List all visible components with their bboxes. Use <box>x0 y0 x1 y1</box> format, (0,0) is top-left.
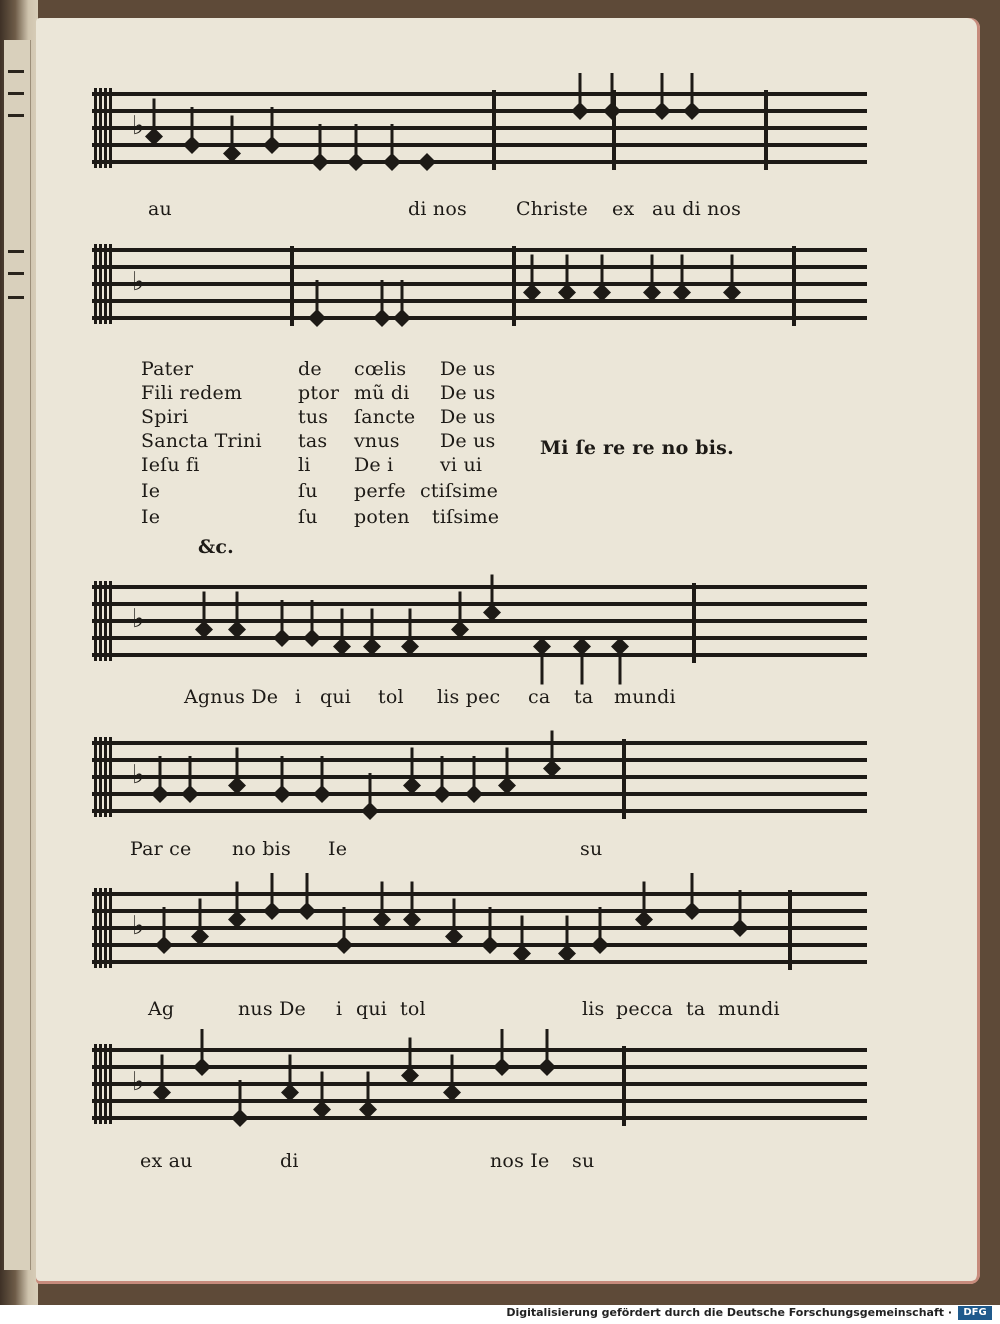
staff-line <box>92 316 867 320</box>
flat-clef-icon: ♭ <box>132 604 145 634</box>
note-stem <box>236 882 239 920</box>
spine-mark <box>8 70 24 73</box>
note-stem <box>343 907 346 945</box>
note-stem <box>731 255 734 293</box>
staff-bracket <box>109 737 112 817</box>
note-stem <box>381 280 384 318</box>
litany-syllable: mũ di <box>354 382 410 404</box>
note-stem <box>451 1055 454 1093</box>
staff-line <box>92 143 867 147</box>
litany-syllable: tiſsime <box>432 506 500 528</box>
lyric-syllable: tol <box>378 686 404 708</box>
note-stem <box>153 99 156 137</box>
note-stem <box>619 647 622 685</box>
note-stem <box>201 1029 204 1067</box>
lyric-syllable: di <box>280 1150 299 1172</box>
staff-bracket <box>94 737 97 817</box>
note-stem <box>341 609 344 647</box>
staff-line <box>92 775 867 779</box>
note-stem <box>491 575 494 613</box>
note-stem <box>551 731 554 769</box>
note-stem <box>546 1029 549 1067</box>
note-stem <box>681 255 684 293</box>
note-stem <box>355 124 358 162</box>
litany-syllable: De us <box>440 382 496 404</box>
note-stem <box>311 600 314 638</box>
lyric-syllable: nos Ie <box>490 1150 550 1172</box>
staff-line <box>92 758 867 762</box>
note-stem <box>289 1055 292 1093</box>
note-stem <box>159 756 162 794</box>
staff-line <box>92 160 867 164</box>
staff-bracket <box>99 581 102 661</box>
spine-mark <box>8 250 24 253</box>
note-stem <box>271 107 274 145</box>
note-stem <box>391 124 394 162</box>
litany-invocation: Fili redem <box>141 382 243 404</box>
litany-invocation: Ie <box>141 480 161 502</box>
lyric-syllable: Christe <box>516 198 588 220</box>
staff-bracket <box>104 88 107 168</box>
lyric-syllable: su <box>572 1150 595 1172</box>
note-stem <box>163 907 166 945</box>
note-stem <box>453 899 456 937</box>
spine-mark <box>8 92 24 95</box>
note-stem <box>691 873 694 911</box>
bar-line <box>692 583 696 663</box>
note-stem <box>409 609 412 647</box>
note-stem <box>566 916 569 954</box>
note-stem <box>239 1080 242 1118</box>
music-staff <box>92 84 867 174</box>
litany-invocation: Pater <box>141 358 194 380</box>
staff-line <box>92 109 867 113</box>
staff-line <box>92 92 867 96</box>
staff-bracket <box>94 88 97 168</box>
note-stem <box>489 907 492 945</box>
note-stem <box>409 1038 412 1076</box>
note-stem <box>441 756 444 794</box>
lyric-syllable: ca <box>528 686 551 708</box>
litany-syllable: ſu <box>298 480 318 502</box>
note-stem <box>401 280 404 318</box>
note-head <box>418 153 436 171</box>
litany-invocation: Sancta Trini <box>141 430 262 452</box>
lyric-syllable: no bis <box>232 838 291 860</box>
lyric-syllable: i <box>336 998 343 1020</box>
bar-line <box>764 90 768 170</box>
note-stem <box>236 592 239 630</box>
litany-syllable: de <box>298 358 322 380</box>
flat-clef-icon: ♭ <box>132 111 145 141</box>
staff-line <box>92 585 867 589</box>
lyric-syllable: di nos <box>408 198 467 220</box>
music-staff <box>92 733 867 823</box>
note-stem <box>203 592 206 630</box>
staff-bracket <box>94 581 97 661</box>
litany-syllable: perfe <box>354 480 406 502</box>
lyric-syllable: qui <box>320 686 352 708</box>
spine-mark <box>8 114 24 117</box>
flat-clef-icon: ♭ <box>132 267 145 297</box>
litany-syllable: De us <box>440 358 496 380</box>
note-stem <box>367 1072 370 1110</box>
note-stem <box>501 1029 504 1067</box>
staff-line <box>92 1099 867 1103</box>
staff-line <box>92 1082 867 1086</box>
litany-syllable: vnus <box>354 430 400 452</box>
bar-line <box>290 246 294 326</box>
staff-line <box>92 809 867 813</box>
flat-clef-icon: ♭ <box>132 1067 145 1097</box>
staff-line <box>92 126 867 130</box>
note-stem <box>321 1072 324 1110</box>
note-stem <box>459 592 462 630</box>
litany-syllable: De us <box>440 430 496 452</box>
litany-syllable: ctiſsime <box>420 480 499 502</box>
note-stem <box>191 107 194 145</box>
lyric-syllable: Par ce <box>130 838 192 860</box>
staff-bracket <box>109 244 112 324</box>
staff-line <box>92 1048 867 1052</box>
note-stem <box>599 907 602 945</box>
bar-line <box>792 246 796 326</box>
litany-syllable: ptor <box>298 382 340 404</box>
litany-invocation: Ieſu fi <box>141 454 200 476</box>
litany-syllable: ſancte <box>354 406 416 428</box>
staff-bracket <box>104 581 107 661</box>
lyric-syllable: ta <box>686 998 706 1020</box>
staff-bracket <box>94 888 97 968</box>
note-stem <box>506 748 509 786</box>
staff-line <box>92 602 867 606</box>
note-stem <box>369 773 372 811</box>
note-stem <box>199 899 202 937</box>
lyric-syllable: mundi <box>614 686 676 708</box>
bar-line <box>622 739 626 819</box>
note-stem <box>371 609 374 647</box>
litany-syllable: vi ui <box>440 454 483 476</box>
lyric-syllable: qui <box>356 998 388 1020</box>
note-stem <box>281 756 284 794</box>
staff-bracket <box>104 1044 107 1124</box>
lyric-syllable: tol <box>400 998 426 1020</box>
note-stem <box>643 882 646 920</box>
note-stem <box>281 600 284 638</box>
bar-line <box>622 1046 626 1126</box>
staff-bracket <box>109 88 112 168</box>
note-stem <box>411 748 414 786</box>
staff-line <box>92 636 867 640</box>
staff-bracket <box>109 1044 112 1124</box>
note-stem <box>231 116 234 154</box>
note-stem <box>189 756 192 794</box>
note-stem <box>579 73 582 111</box>
staff-bracket <box>99 888 102 968</box>
spine-mark <box>8 272 24 275</box>
note-stem <box>651 255 654 293</box>
lyric-syllable: Ie <box>328 838 348 860</box>
bar-line <box>512 246 516 326</box>
lyric-syllable: mundi <box>718 998 780 1020</box>
litany-invocation: Ie <box>141 506 161 528</box>
lyric-syllable: lis pec <box>437 686 501 708</box>
note-stem <box>566 255 569 293</box>
litany-invocation: Spiri <box>141 406 189 428</box>
note-stem <box>581 647 584 685</box>
music-staff <box>92 884 867 974</box>
etc-mark: &c. <box>198 536 234 558</box>
staff-line <box>92 741 867 745</box>
note-stem <box>601 255 604 293</box>
staff-bracket <box>94 1044 97 1124</box>
flat-clef-icon: ♭ <box>132 911 145 941</box>
staff-bracket <box>104 737 107 817</box>
lyric-syllable: ex au <box>140 1150 193 1172</box>
staff-line <box>92 960 867 964</box>
staff-bracket <box>104 244 107 324</box>
lyric-syllable: Ag <box>148 998 175 1020</box>
litany-syllable: li <box>298 454 311 476</box>
music-staff <box>92 240 867 330</box>
lyric-syllable: nus De <box>238 998 306 1020</box>
bar-line <box>788 890 792 970</box>
staff-line <box>92 926 867 930</box>
staff-line <box>92 653 867 657</box>
litany-syllable: De i <box>354 454 394 476</box>
music-staff <box>92 577 867 667</box>
staff-bracket <box>109 888 112 968</box>
staff-line <box>92 265 867 269</box>
note-stem <box>319 124 322 162</box>
note-stem <box>739 890 742 928</box>
staff-line <box>92 943 867 947</box>
note-stem <box>271 873 274 911</box>
facing-page-edge <box>4 40 31 1270</box>
lyric-syllable: ex <box>612 198 635 220</box>
litany-syllable: tus <box>298 406 329 428</box>
litany-syllable: ſu <box>298 506 318 528</box>
staff-bracket <box>99 1044 102 1124</box>
note-stem <box>531 255 534 293</box>
staff-bracket <box>99 88 102 168</box>
lyric-syllable: Agnus De <box>184 686 279 708</box>
music-staff <box>92 1040 867 1130</box>
bar-line <box>492 90 496 170</box>
note-stem <box>161 1055 164 1093</box>
staff-line <box>92 248 867 252</box>
staff-line <box>92 892 867 896</box>
funding-credit: Digitalisierung gefördert durch die Deutsche Forschungsgemeinschaft · <box>506 1306 952 1319</box>
book-spine <box>0 0 38 1305</box>
note-stem <box>306 873 309 911</box>
flat-clef-icon: ♭ <box>132 760 145 790</box>
note-stem <box>316 280 319 318</box>
note-stem <box>691 73 694 111</box>
litany-response: Mi ſe re re no bis. <box>540 437 734 459</box>
spine-mark <box>8 296 24 299</box>
lyric-syllable: i <box>295 686 302 708</box>
staff-line <box>92 619 867 623</box>
litany-syllable: cœlis <box>354 358 407 380</box>
litany-syllable: De us <box>440 406 496 428</box>
lyric-syllable: au di nos <box>652 198 742 220</box>
lyric-syllable: au <box>148 198 172 220</box>
note-stem <box>321 756 324 794</box>
staff-bracket <box>109 581 112 661</box>
note-stem <box>411 882 414 920</box>
note-stem <box>661 73 664 111</box>
staff-bracket <box>99 737 102 817</box>
staff-line <box>92 1116 867 1120</box>
litany-syllable: poten <box>354 506 410 528</box>
lyric-syllable: ta <box>574 686 594 708</box>
note-stem <box>541 647 544 685</box>
staff-bracket <box>94 244 97 324</box>
lyric-syllable: lis <box>582 998 605 1020</box>
note-stem <box>473 756 476 794</box>
staff-bracket <box>104 888 107 968</box>
staff-line <box>92 282 867 286</box>
staff-line <box>92 909 867 913</box>
staff-line <box>92 299 867 303</box>
litany-syllable: tas <box>298 430 328 452</box>
note-stem <box>381 882 384 920</box>
note-stem <box>611 73 614 111</box>
lyric-syllable: pecca <box>616 998 674 1020</box>
staff-bracket <box>99 244 102 324</box>
dfg-logo: DFG <box>958 1306 992 1320</box>
lyric-syllable: su <box>580 838 603 860</box>
note-stem <box>236 748 239 786</box>
note-stem <box>521 916 524 954</box>
